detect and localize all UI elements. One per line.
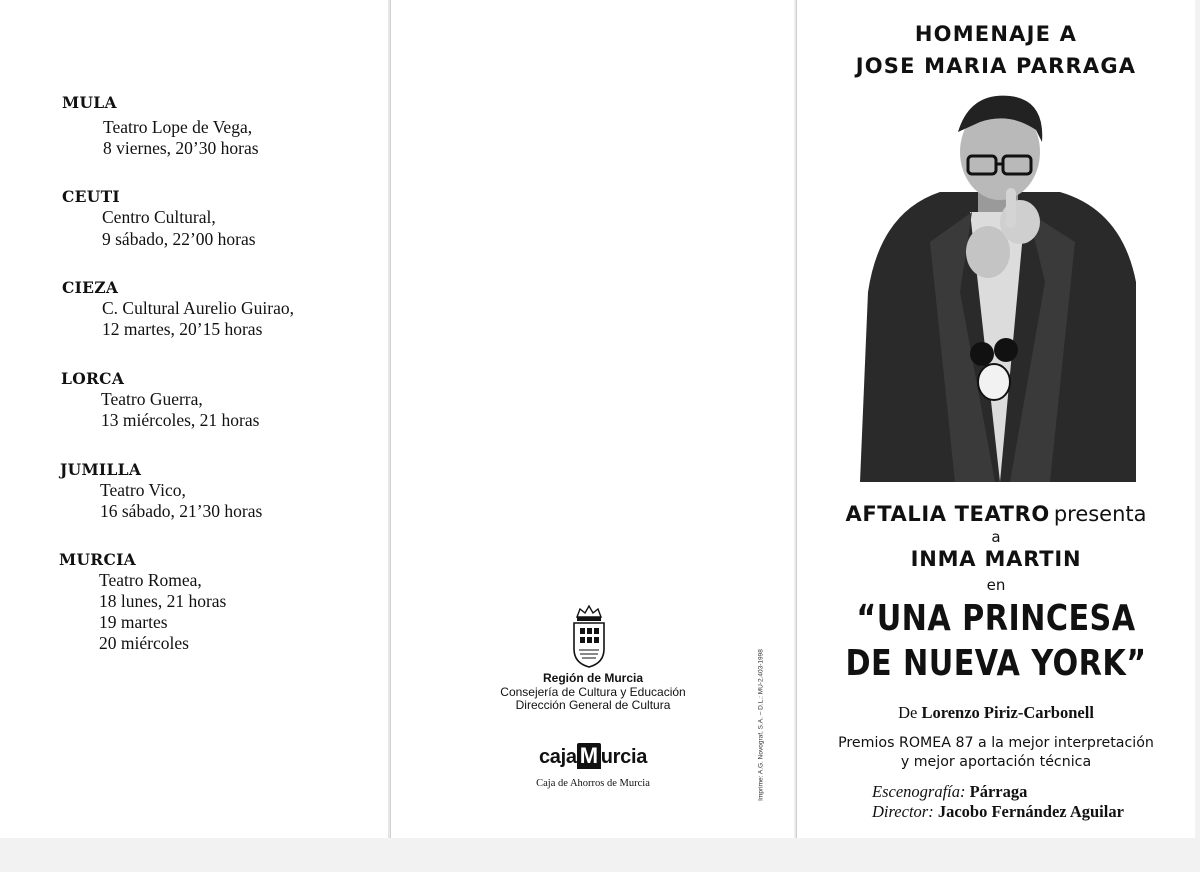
play-title: “UNA PRINCESA [856,598,1136,639]
credit-role: Director: [872,802,934,821]
portrait-photo [860,92,1136,482]
award-line: Premios ROMEA 87 a la mejor interpretación [838,735,1154,751]
venue-date: 20 miércoles [99,633,189,653]
venue-date: 13 miércoles, 21 horas [101,410,260,430]
venue-city: CEUTI [62,187,120,206]
venue-date: 19 martes [99,612,168,632]
presenter-line [797,502,1195,526]
sponsor-panel [390,0,795,838]
troupe-name: AFTALIA TEATRO [845,502,1050,526]
region-name: Región de Murcia [542,671,643,685]
credit-role: Escenografía: [872,782,966,801]
caja-subtitle: Caja de Ahorros de Murcia [536,778,650,789]
cover-panel [796,0,1195,838]
venue-city: LORCA [61,369,125,388]
venue-city: MULA [62,93,117,112]
play-title: DE NUEVA YORK” [845,643,1147,684]
venue-date: 8 viernes, 20’30 horas [103,138,259,158]
author-prefix: De [898,703,918,722]
venue-place: Centro Cultural, [102,207,216,227]
venue-city: MURCIA [59,550,136,569]
venue-place: Teatro Lope de Vega, [103,117,253,137]
caja-logo-m: M [577,743,601,769]
award-line: y mejor aportación técnica [900,754,1092,770]
author-line [797,703,1195,723]
author-name: Lorenzo Piriz-Carbonell [921,703,1094,722]
venue-place: Teatro Romea, [99,570,202,590]
region-department: Consejería de Cultura y Educación [500,685,686,699]
region-department: Dirección General de Cultura [515,698,671,712]
caja-logo-text: caja [538,746,577,768]
schedule-panel [0,0,388,838]
venue-date: 12 martes, 20’15 horas [102,319,263,339]
homage-name: JOSE MARIA PARRAGA [855,54,1137,78]
connector-a: a [991,528,1001,546]
caja-logo-text: urcia [600,746,648,768]
venue-city: CIEZA [62,278,119,297]
venue-place: Teatro Guerra, [101,389,203,409]
venue-date: 18 lunes, 21 horas [99,591,227,611]
credit-person: Jacobo Fernández Aguilar [937,802,1124,821]
homage-line: HOMENAJE A [914,22,1078,46]
venue-date: 16 sábado, 21’30 horas [100,501,263,521]
venue-place: Teatro Vico, [100,480,186,500]
credit-scenography [872,782,1027,802]
connector-en: en [986,576,1006,594]
venue-city: JUMILLA [60,460,142,479]
credit-director [872,802,1124,822]
credit-person: Párraga [969,782,1028,801]
caja-murcia-logo [391,743,795,769]
region-coat-of-arms-icon [571,603,607,669]
printer-legal-note: Imprime: A.G. Novograf, S.A. – D.L.: MU-2.403-1998 [757,649,765,801]
actress-name: INMA MARTIN [910,547,1082,571]
venue-date: 9 sábado, 22’00 horas [102,229,256,249]
presenta-word: presenta [1053,502,1147,526]
venue-place: C. Cultural Aurelio Guirao, [102,298,294,318]
